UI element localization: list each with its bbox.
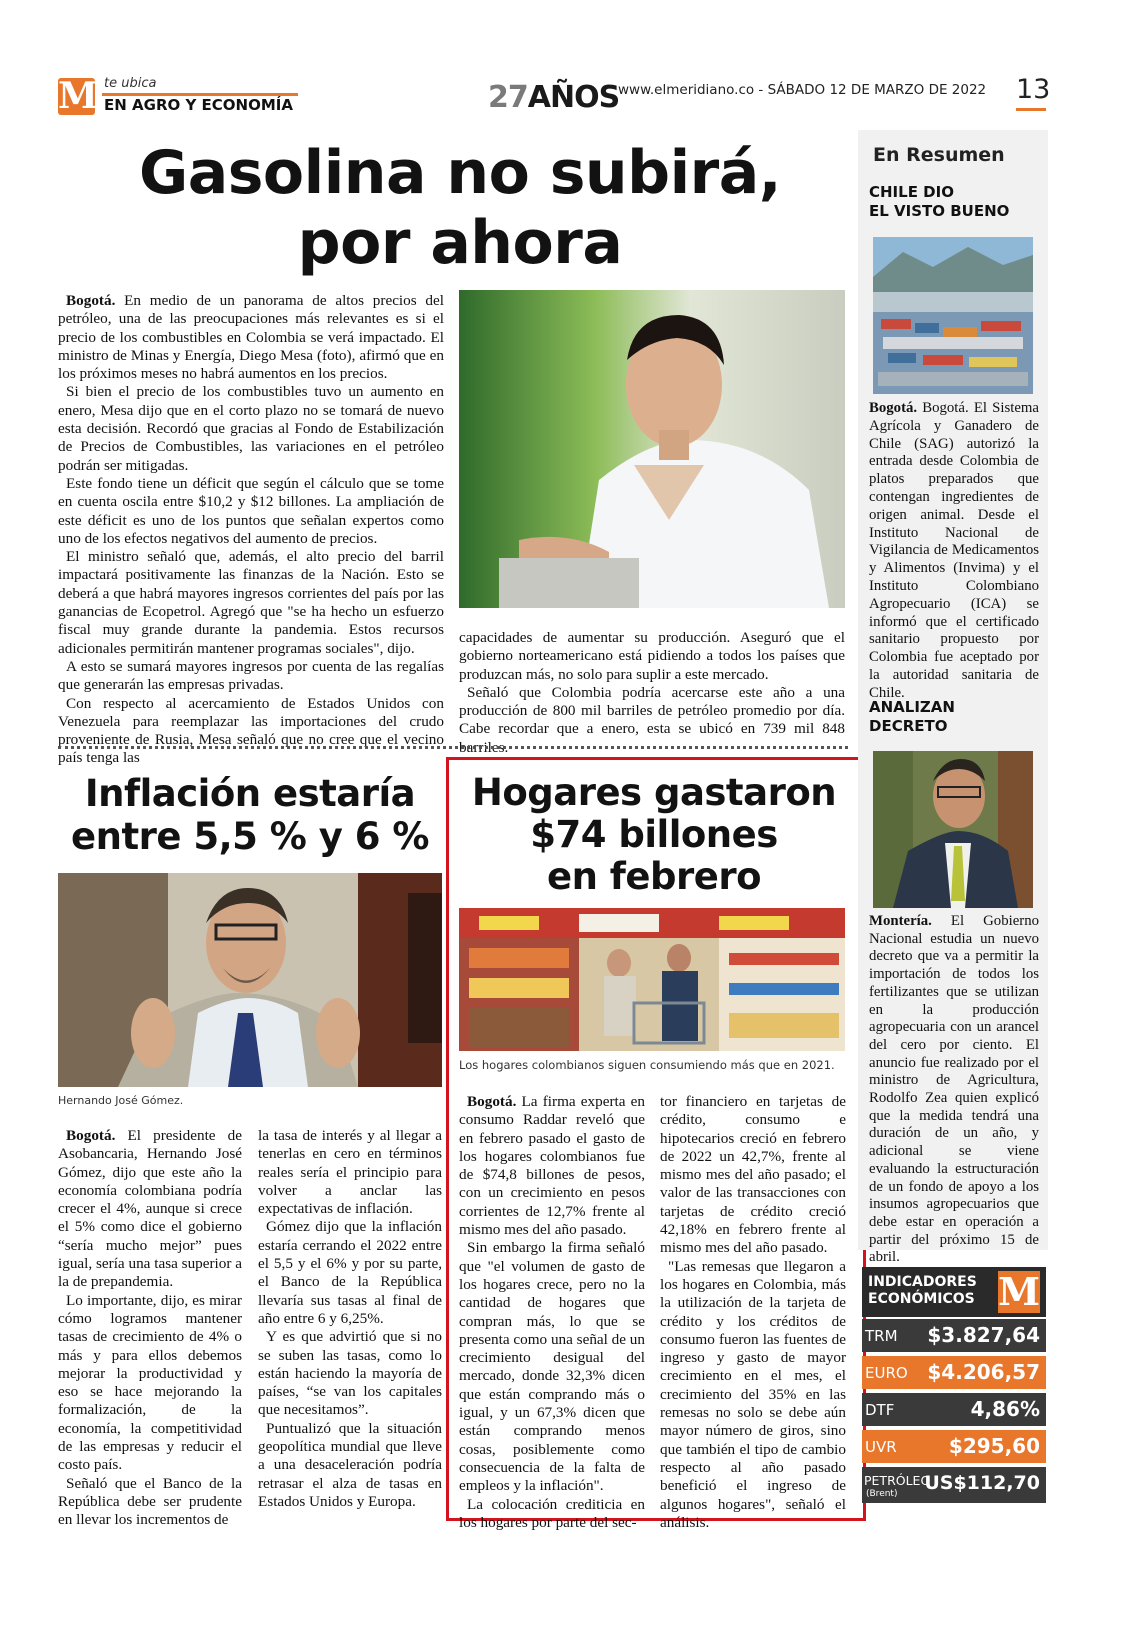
inflation-paragraph-6: Y es que advirtió que si no se suben las tasas, como lo están haciendo la mayoría de países, “se van los capitales que necesitamos”. (258, 1328, 442, 1419)
indicators-logo (998, 1271, 1040, 1313)
indicator-petroleo (862, 1467, 1046, 1503)
page-number-underline (1016, 108, 1046, 111)
main-paragraph-2: Si bien el precio de los combustibles tuvo un aumento en enero, Mesa dijo que en el corto plazo no se tomará de nuevo esta decisión. Recordó que gracias al Fondo de Estabilización de Precios de Combustibles, las variaciones en el petróleo podrán ser mitigadas. (58, 383, 444, 474)
anniversary-number: 27 (488, 80, 528, 115)
indicator-euro (862, 1356, 1046, 1389)
indicator-uvr-value: $295,60 (948, 1434, 1040, 1458)
page-dateline: www.elmeridiano.co - SÁBADO 12 DE MARZO DE 2022 (618, 82, 987, 98)
logo-letter: M (58, 75, 98, 117)
main-continuation-2: Señaló que Colombia podría acercarse este año a una producción de 800 mil barriles de petróleo promedio por día. Cabe recordar que a enero, esta se ubicó en 739 mil 848 barriles. (459, 683, 845, 756)
supermarket-photo-caption: Los hogares colombianos siguen consumiendo más que en 2021. (459, 1058, 835, 1072)
households-paragraph-4: tor financiero en tarjetas de crédito, consumo e hipotecarios creció en febrero de 2022 un 42,7%, frente al mismo mes del año pasado; el valor de las transacciones con tarjetas de crédito creció 42,18% en febrero frente al mismo mes del año pasado. (660, 1093, 846, 1257)
anniversary-logo (488, 80, 619, 116)
indicator-uvr-label: UVR (865, 1438, 897, 1456)
inflation-column2 (258, 1127, 442, 1511)
minister-photo (459, 290, 845, 608)
anniversary-word: AÑOS (527, 80, 620, 115)
section-divider (58, 746, 848, 749)
households-paragraph-3: La colocación crediticia en los hogares por parte del sec- (459, 1495, 645, 1531)
minister-illustration (459, 290, 845, 608)
households-headline (452, 772, 856, 898)
indicator-trm-value: $3.827,64 (927, 1323, 1040, 1347)
sidebar-item1-heading (869, 183, 1009, 221)
gomez-illustration (58, 873, 442, 1087)
sidebar-item2-heading (869, 698, 955, 736)
main-headline-line2: por ahora (297, 208, 623, 278)
main-paragraph-1: Bogotá. En medio de un panorama de altos precios del petróleo, una de las preocupaciones más relevantes es si el precio de los combustibles en Colombia se verá impactado. El ministro de Minas y Energía, Diego Mesa (foto), afirmó que en los próximos meses no habrá aumentos en los precios. (58, 292, 444, 383)
households-column2 (660, 1093, 846, 1532)
indicator-euro-value: $4.206,57 (927, 1360, 1040, 1384)
main-headline (100, 138, 820, 278)
main-paragraph-5: A esto se sumará mayores ingresos por cuenta de las regalías que generarán las empresas privadas. (58, 657, 444, 694)
sidebar-item2-dateline: Montería. (869, 913, 932, 929)
supermarket-illustration (459, 908, 845, 1051)
households-headline-line3: en febrero (546, 855, 761, 898)
page-number: 13 (1016, 74, 1051, 105)
indicator-uvr (862, 1430, 1046, 1463)
main-paragraph-3: Este fondo tiene un déficit que según el cálculo que se tome en cuenta oscila entre $10,2 y $12 billones. La ampliación de este déficit es uno de los puntos que señalan expertos como uno de los efectos negativos del aumento de precios. (58, 474, 444, 547)
gomez-photo (58, 873, 442, 1087)
indicators-title-line2: ECONÓMICOS (868, 1291, 975, 1307)
indicator-petroleo-label: PETRÓLEO (864, 1473, 931, 1488)
sidebar-item1-heading-line1: CHILE DIO (869, 183, 954, 201)
indicator-trm-label: TRM (865, 1327, 898, 1345)
indicators-title-line1: INDICADORES (868, 1274, 977, 1290)
inflation-paragraph-1: Bogotá. El presidente de Asobancaria, Hernando José Gómez, dijo que este año la economía colombiana podría crecer el 4%, aunque si crece el 5% como dice el gobierno “sería mucho mejor” pues igual, sería una tasa superior a la de prepandemia. (58, 1127, 242, 1291)
zea-photo (873, 751, 1033, 908)
households-paragraph-1: Bogotá. La firma experta en consumo Raddar reveló que en febrero pasado el gasto de los hogares colombianos fue de $74,8 billones de pesos, con un crecimiento en pesos corrientes de 12,7% frente al mismo mes del año pasado. (459, 1093, 645, 1239)
port-photo (873, 237, 1033, 394)
inflation-paragraph-4: la tasa de interés y al llegar a tenerlas en cero en términos reales sería el principio para volver a anclar las expectativas de inflación. (258, 1127, 442, 1218)
main-story-column2 (459, 629, 845, 757)
supermarket-photo (459, 908, 845, 1051)
inflation-paragraph-5: Gómez dijo que la inflación estaría cerrando el 2022 entre el 5,5 y el 6% y por su parte, el Banco de la República llevaría sus tasas al final de año entre 6 y 6,25%. (258, 1218, 442, 1327)
main-continuation-1: capacidades de aumentar su producción. Aseguró que el gobierno norteamericano está pidiendo a todos los países que produzcan más, no solo para suplir a este mercado. (459, 629, 845, 683)
main-dateline: Bogotá. (66, 292, 116, 309)
inflation-dateline: Bogotá. (66, 1127, 116, 1144)
indicator-dtf-value: 4,86% (970, 1397, 1040, 1421)
sidebar-item1-heading-line2: EL VISTO BUENO (869, 202, 1010, 220)
households-paragraph-5: "Las remesas que llegaron a los hogares en Colombia, más la utilización de la tarjeta de crédito y los créditos de consumo fueron las fuentes de ingreso y gasto de mayor crecimiento en el mes, el crecimiento del 35% en las remesas no solo se debe aún mayor número de giros, sino que también el tipo de cambio respecto al año pasado benefició el ingreso de algunos hogares", señaló el análisis. (660, 1257, 846, 1531)
inflation-column1 (58, 1127, 242, 1530)
households-headline-line2: $74 billones (530, 813, 778, 856)
indicators-panel (862, 1267, 1046, 1509)
households-dateline: Bogotá. (467, 1093, 517, 1110)
households-paragraph-2: Sin embargo la firma señaló que "el volumen de gasto de los hogares crece, pero no la cantidad de hogares que compran más, lo que se presenta como una señal de un crecimiento desigual del mercado, donde 32,3% dicen que están comprando más o igual, y un 67,3% dicen que están comprando menos cosas, posiblemente como consecuencia de la falta de empleos y la inflación". (459, 1239, 645, 1495)
indicators-header (862, 1267, 1046, 1317)
indicator-trm (862, 1319, 1046, 1352)
sidebar-item2-heading-line2: DECRETO (869, 717, 948, 735)
port-illustration (873, 237, 1033, 394)
indicator-petroleo-sublabel: (Brent) (866, 1489, 898, 1499)
sidebar-item1-text: Bogotá. Bogotá. El Sistema Agrícola y Ganadero de Chile (SAG) autorizó la entrada desde Colombia de platos preparados que contengan ingredientes de origen animal. Desde el Instituto Nacional de Vigilancia de Medicamentos y Alimentos (Invima) y el Instituto Colombiano Agropecuario (ICA) se informó que el certificado sanitario propuesto por Colombia fue aceptado por la autoridad sanitaria de Chile. (869, 400, 1039, 701)
households-column1 (459, 1093, 645, 1532)
main-paragraph-4: El ministro señaló que, además, el alto precio del barril impactará positivamente las finanzas de la Nación. Esto se deberá a que habrá mayores ingresos corrientes del país por las ganancias de Ecopetrol. Agregó que "se ha hecho un esfuerzo fiscal muy grande durante la pandemia. Estos recursos adicionales permitirán mantener programas sociales", dijo. (58, 548, 444, 657)
inflation-headline-line1: Inflación estaría (84, 772, 416, 815)
indicator-euro-label: EURO (865, 1364, 908, 1382)
section-name: EN AGRO Y ECONOMÍA (104, 96, 293, 114)
inflation-headline (58, 772, 442, 858)
main-headline-line1: Gasolina no subirá, (138, 138, 782, 208)
indicator-dtf-label: DTF (865, 1401, 895, 1419)
gomez-photo-caption: Hernando José Gómez. (58, 1094, 184, 1107)
main-story-column1 (58, 292, 444, 768)
sidebar-title: En Resumen (873, 144, 1005, 166)
indicator-petroleo-value: US$112,70 (924, 1472, 1040, 1494)
indicators-logo-letter: M (998, 1269, 1041, 1314)
section-tagline: te ubica (104, 76, 157, 91)
households-headline-line1: Hogares gastaron (471, 771, 837, 814)
masthead-logo (58, 75, 98, 117)
inflation-paragraph-7: Puntualizó que la situación geopolítica mundial que lleve a una desaceleración podría retrasar el alza de tasas en Estados Unidos y Europa. (258, 1419, 442, 1510)
main-paragraph-6: Con respecto al acercamiento de Estados Unidos con Venezuela para reemplazar las importaciones del crudo proveniente de Rusia, Mesa señaló que no cree que el vecino país tenga las (58, 694, 444, 767)
indicators-title (868, 1274, 977, 1308)
sidebar-item1-dateline: Bogotá. (869, 400, 918, 416)
inflation-headline-line2: entre 5,5 % y 6 % (71, 815, 429, 858)
sidebar-item2-text: Montería. El Gobierno Nacional estudia un nuevo decreto que va a permitir la importación de todos los fertilizantes que se utilizan en la producción agropecuaria con un arancel del cero por ciento. El anuncio fue realizado por el ministro de Agricultura, Rodolfo Zea quien explicó que la medida tendrá una duración de un año, y adicional se viene evaluando la estructuración de un fondo de apoyo a los insumos agropecuarios que debe estar en operación a partir del próximo 15 de abril. (869, 913, 1039, 1266)
inflation-paragraph-3: Señaló que el Banco de la República debe ser prudente en llevar los incrementos de (58, 1474, 242, 1529)
indicator-dtf (862, 1393, 1046, 1426)
inflation-paragraph-2: Lo importante, dijo, es mirar cómo logramos mantener tasas de crecimiento de 4% o más y para ellos debemos mejorar la productividad y eso se hace mejorando la formalización, de la economía, la competitividad de las empresas y reducir el costo país. (58, 1291, 242, 1474)
zea-illustration (873, 751, 1033, 908)
sidebar-item2-heading-line1: ANALIZAN (869, 698, 955, 716)
